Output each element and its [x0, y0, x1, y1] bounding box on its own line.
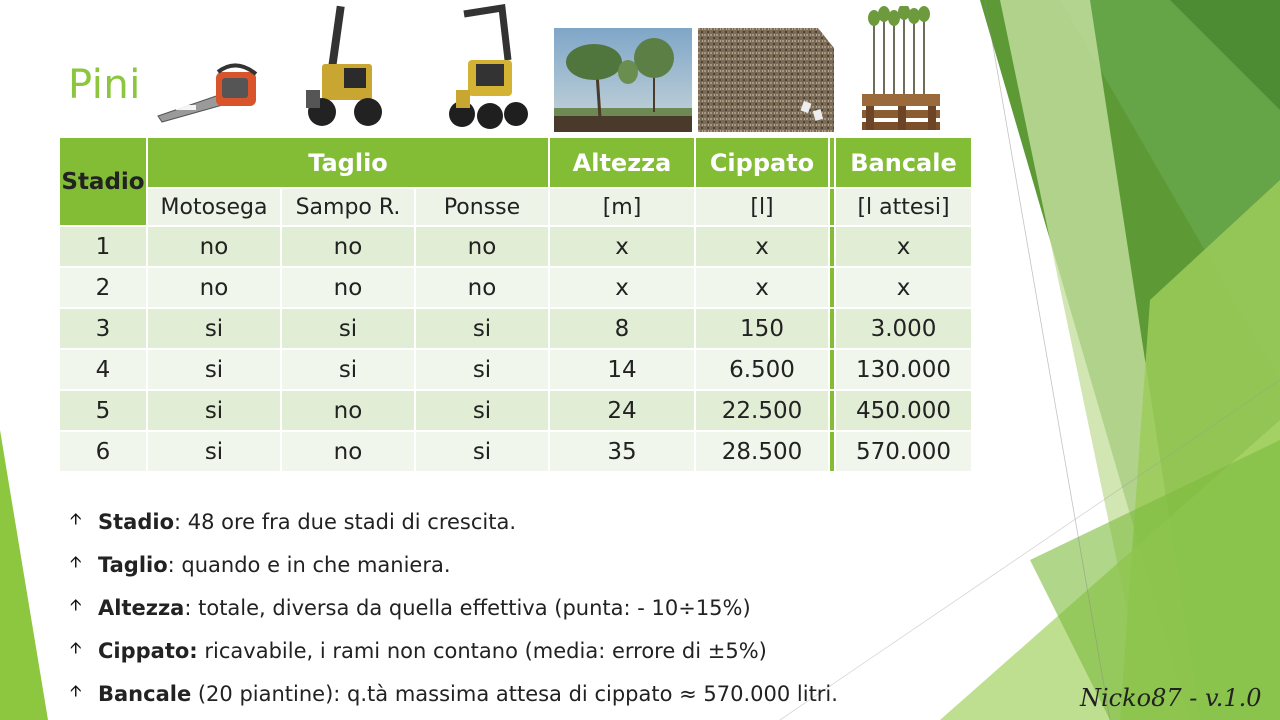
note-term: Taglio — [98, 552, 168, 577]
cell-altezza: 14 — [550, 350, 694, 389]
notes-list — [70, 500, 838, 715]
cell-stadio: 2 — [60, 268, 146, 307]
cell-sampo: si — [282, 350, 414, 389]
column-separator — [830, 309, 834, 348]
cell-bancale: 450.000 — [836, 391, 971, 430]
note-item — [70, 586, 838, 629]
ponsse-harvester-image — [442, 4, 530, 132]
cell-cippato: 28.500 — [696, 432, 828, 471]
cell-motosega: si — [148, 432, 280, 471]
cell-sampo: no — [282, 391, 414, 430]
subheader-bancale-unit: [l attesi] — [836, 189, 971, 225]
pine-trees-image — [554, 28, 692, 132]
cell-ponsse: si — [416, 432, 548, 471]
cell-bancale: x — [836, 268, 971, 307]
cell-motosega: si — [148, 391, 280, 430]
cell-sampo: no — [282, 268, 414, 307]
header-altezza: Altezza — [550, 138, 694, 187]
cell-ponsse: si — [416, 391, 548, 430]
table-row — [60, 432, 971, 471]
table-row — [60, 391, 971, 430]
note-text — [98, 553, 451, 577]
table-row — [60, 350, 971, 389]
cell-stadio: 6 — [60, 432, 146, 471]
cell-sampo: si — [282, 309, 414, 348]
cell-motosega: si — [148, 350, 280, 389]
pallet-saplings-image — [856, 6, 946, 132]
arrow-up-icon: 🡩 — [70, 552, 82, 571]
slide-title: Pini — [68, 62, 141, 108]
note-item — [70, 629, 838, 672]
note-text — [98, 682, 838, 706]
cell-bancale: x — [836, 227, 971, 266]
note-description: (20 piantine): q.tà massima attesa di cippato ≈ 570.000 litri. — [191, 681, 838, 706]
cell-stadio: 3 — [60, 309, 146, 348]
subheader-ponsse: Ponsse — [416, 189, 548, 225]
cell-ponsse: no — [416, 268, 548, 307]
woodchips-image — [698, 28, 834, 132]
cell-bancale: 130.000 — [836, 350, 971, 389]
column-separator — [830, 432, 834, 471]
author-signature: Nicko87 - v.1.0 — [1080, 684, 1262, 712]
note-term: Altezza — [98, 595, 185, 620]
subheader-altezza-unit: [m] — [550, 189, 694, 225]
column-separator — [830, 138, 834, 187]
table-row — [60, 268, 971, 307]
cell-stadio: 1 — [60, 227, 146, 266]
arrow-up-icon: 🡩 — [70, 509, 82, 528]
note-term: Cippato: — [98, 638, 198, 663]
cell-motosega: si — [148, 309, 280, 348]
note-description: : totale, diversa da quella effettiva (punta: - 10÷15%) — [184, 595, 751, 620]
sampo-harvester-image — [302, 4, 390, 130]
arrow-up-icon: 🡩 — [70, 638, 82, 657]
cell-cippato: x — [696, 227, 828, 266]
column-separator — [830, 391, 834, 430]
subheader-sampo: Sampo R. — [282, 189, 414, 225]
cell-altezza: x — [550, 227, 694, 266]
growth-stages-table — [58, 136, 973, 473]
cell-cippato: 22.500 — [696, 391, 828, 430]
cell-ponsse: si — [416, 350, 548, 389]
cell-sampo: no — [282, 432, 414, 471]
header-cippato: Cippato — [696, 138, 828, 187]
cell-bancale: 570.000 — [836, 432, 971, 471]
column-separator — [830, 227, 834, 266]
note-description: : 48 ore fra due stadi di crescita. — [174, 509, 517, 534]
note-text — [98, 596, 751, 620]
subheader-cippato-unit: [l] — [696, 189, 828, 225]
column-separator — [830, 268, 834, 307]
note-description: ricavabile, i rami non contano (media: errore di ±5%) — [197, 638, 767, 663]
cell-cippato: 6.500 — [696, 350, 828, 389]
arrow-up-icon: 🡩 — [70, 595, 82, 614]
cell-altezza: 35 — [550, 432, 694, 471]
header-bancale: Bancale — [836, 138, 971, 187]
table-row — [60, 227, 971, 266]
cell-stadio: 5 — [60, 391, 146, 430]
cell-motosega: no — [148, 227, 280, 266]
note-item — [70, 543, 838, 586]
cell-bancale: 3.000 — [836, 309, 971, 348]
header-stadio: Stadio — [60, 138, 146, 225]
cell-sampo: no — [282, 227, 414, 266]
note-text — [98, 510, 516, 534]
cell-cippato: x — [696, 268, 828, 307]
cell-motosega: no — [148, 268, 280, 307]
column-separator — [830, 350, 834, 389]
note-term: Bancale — [98, 681, 192, 706]
note-description: : quando e in che maniera. — [167, 552, 451, 577]
cell-altezza: 8 — [550, 309, 694, 348]
column-separator — [830, 189, 834, 225]
cell-ponsse: si — [416, 309, 548, 348]
cell-ponsse: no — [416, 227, 548, 266]
cell-altezza: x — [550, 268, 694, 307]
cell-stadio: 4 — [60, 350, 146, 389]
note-item — [70, 500, 838, 543]
note-item — [70, 672, 838, 715]
arrow-up-icon: 🡩 — [70, 681, 82, 700]
cell-altezza: 24 — [550, 391, 694, 430]
note-term: Stadio — [98, 509, 174, 534]
chainsaw-image — [152, 58, 270, 130]
cell-cippato: 150 — [696, 309, 828, 348]
table-row — [60, 309, 971, 348]
note-text — [98, 639, 767, 663]
header-taglio: Taglio — [148, 138, 548, 187]
subheader-motosega: Motosega — [148, 189, 280, 225]
